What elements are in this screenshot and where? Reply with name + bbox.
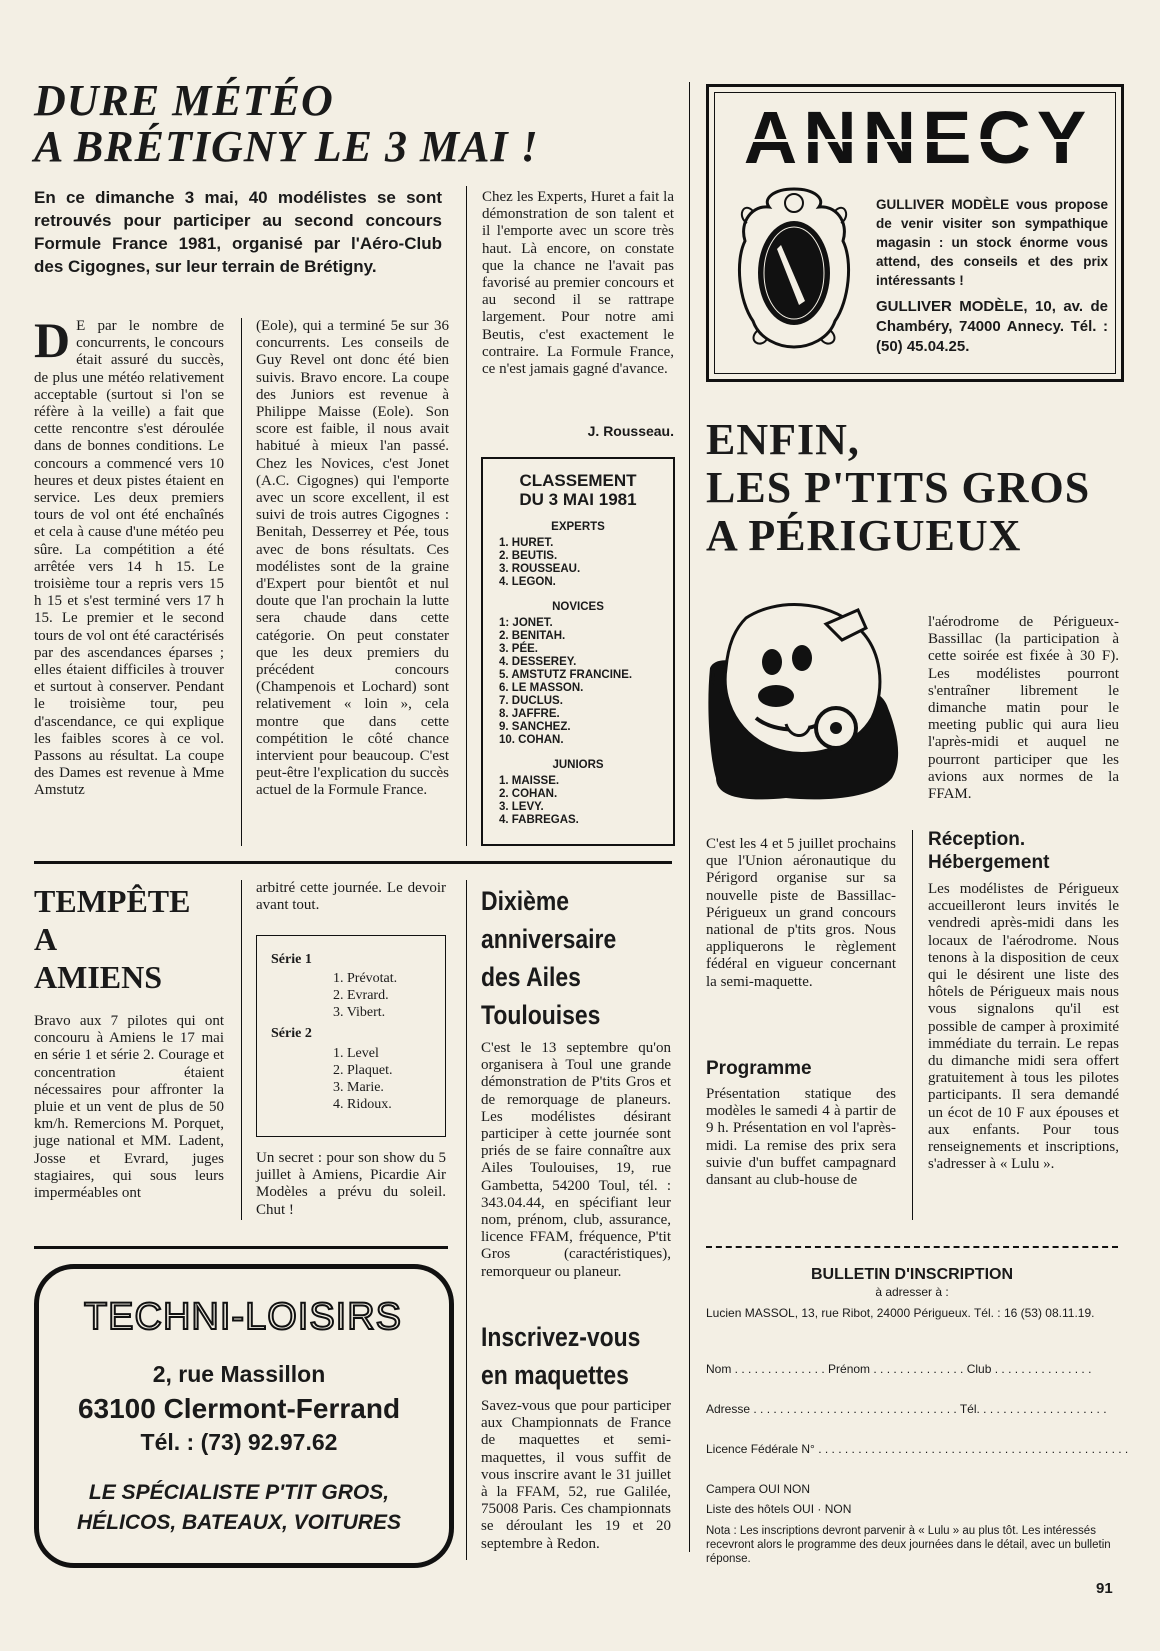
column-rule bbox=[689, 82, 690, 1552]
series-entry: 3. Vibert. bbox=[333, 1005, 386, 1020]
classement-entry: 1. MAISSE. bbox=[499, 775, 560, 787]
article3-text: Bravo aux 7 pilotes qui ont concouru à Amiens le 17 mai en série 1 et série 2. Courage et concentration étaient nécessaires pour affronter la pluie et un vent de plus de 50 km/h. Remercions M. Porquet, juge national et MM. Ladent, Josse et Evrard, juges stagiaires, qui sous leurs imperméables ont bbox=[34, 1013, 224, 1202]
serie2-list bbox=[333, 1045, 393, 1113]
classement-groups bbox=[483, 509, 673, 827]
form-line-nom[interactable]: Nom . . . . . . . . . . . . . . Prénom . . . . . . . . . . . . . . Club . . . . . . . . . . . . . . . bbox=[706, 1362, 1092, 1376]
form-line-campera[interactable]: Campera OUI NON bbox=[706, 1482, 811, 1496]
form-line-licence[interactable]: Licence Fédérale N° . . . . . . . . . . . . . . . . . . . . . . . . . . . . . . . . . . . . . . . . . . . . . . . bbox=[706, 1442, 1129, 1456]
classement-title-line1: CLASSEMENT bbox=[519, 471, 637, 490]
classement-entry: 6. LE MASSON. bbox=[499, 682, 584, 694]
series-entry: 3. Marie. bbox=[333, 1080, 384, 1095]
classement-entry: 1: JONET. bbox=[499, 617, 553, 629]
column-rule bbox=[912, 830, 913, 1220]
annecy-ad bbox=[706, 84, 1124, 382]
classement-group-title: EXPERTS bbox=[551, 521, 605, 533]
classement-entry: 2. BEUTIS. bbox=[499, 550, 558, 562]
classement-entry: 2. COHAN. bbox=[499, 788, 558, 800]
series-entry: 1. Level bbox=[333, 1046, 379, 1061]
cut-line bbox=[706, 1246, 1118, 1248]
bulletin-subtitle: à adresser à : bbox=[875, 1285, 949, 1299]
annecy-text1: GULLIVER MODÈLE vous propose de venir visiter son sympathique magasin : un stock énorme vous attend, des conseils et des prix intéressants ! bbox=[876, 197, 1108, 288]
classement-entry: 7. DUCLUS. bbox=[499, 695, 563, 707]
annecy-text2: GULLIVER MODÈLE, 10, av. de Chambéry, 74000 Annecy. Tél. : (50) 45.04.25. bbox=[876, 298, 1108, 355]
article2-title-line3: A PÉRIGUEUX bbox=[706, 511, 1022, 560]
bulletin-note: Nota : Les inscriptions devront parvenir à « Lulu » au plus tôt. Les intéressés recevront alors le programme des deux journées dans le détail, avec un bulletin réponse. bbox=[706, 1525, 1111, 1565]
article2-title-line1: ENFIN, bbox=[706, 415, 860, 464]
ornate-frame-emblem bbox=[733, 181, 855, 353]
classement-list bbox=[499, 537, 673, 589]
classement-entry: 3. LEVY. bbox=[499, 801, 544, 813]
reception-text: Les modélistes de Périgueux accueilleront leurs invités le vendredi après-midi dans les locaux de l'aérodrome. Nous tenons à la disposition de ceux qui le désirent une liste des hôtels de Périgueux mais nous vous signalons qu'il est possible de camper à proximité immédiate du terrain. Le repas du dimanche midi sera offert gratuitement à tous les pilotes participants. Il sera demandé un écot de 10 F aux épouses et aux enfants. Pour tous renseignements et inscriptions, s'adresser à « Lulu ». bbox=[928, 881, 1119, 1173]
series-entry: 4. Ridoux. bbox=[333, 1097, 392, 1112]
article1-title bbox=[34, 78, 654, 170]
article1-dropcap: D bbox=[34, 312, 71, 368]
column-rule bbox=[466, 880, 467, 1560]
series-entry: 1. Prévotat. bbox=[333, 971, 398, 986]
article4-subtitle-line1: Inscrivez-vous bbox=[481, 1322, 641, 1352]
serie1-title: Série 1 bbox=[271, 952, 312, 967]
classement-group-title: NOVICES bbox=[552, 601, 604, 613]
form-line-hotels[interactable]: Liste des hôtels OUI · NON bbox=[706, 1502, 852, 1516]
techni-tel: Tél. : (73) 92.97.62 bbox=[140, 1429, 338, 1455]
column-rule bbox=[241, 318, 242, 846]
article1-col2: (Eole), qui a terminé 5e sur 36 concurrents. Les conseils de Guy Revel ont donc été bien suivis. Bravo encore. La coupe des Juniors est revenue à Philippe Maisse (Eole). Son score est faible, il nous avait habitué à mieux l'an passé. Chez les Novices, c'est Jonet (A.C. Cigognes) qui l'emporte avec un score excellent, il est suivi de trois autres Cigognes : Benitah, Desserrey et Pée, tous avec de bons résultats. Ces modélistes sont de la graine d'Expert pour bientôt et nul doute que l'an prochain la lutte sera chaude dans cette catégorie. On peut constater que les deux premiers du précédent concours (Champenois et Lochard) sont relativement « loin », cela montre que dans cette compétition le côté chance intervient pour beaucoup. C'est peut-être l'explication du succès actuel de la Formule France. bbox=[256, 318, 449, 799]
reception-title-line1: Réception. bbox=[928, 829, 1026, 850]
article4-title-line1: Dixième bbox=[481, 886, 570, 916]
classement-list bbox=[499, 775, 673, 827]
article4-text2: Savez-vous que pour participer aux Championnats de France de maquettes et semi-maquettes, il vous suffit de vous inscrire avant le 31 juillet à la FFAM, 52, rue Galilée, 75008 Paris. Ces championnats se déroulant les 19 et 20 septembre à Redon. bbox=[481, 1398, 671, 1552]
programme-text: Présentation statique des modèles le samedi 4 à partir de 9 h. Présentation en vol l'après-midi. La remise des prix sera suivie d'un buffet campagnard dansant au club-house de bbox=[706, 1086, 896, 1189]
classement-entry: 1. HURET. bbox=[499, 537, 554, 549]
article1-col1-text: E par le nombre de concurrents, le concours était assuré du succès, de plus une météo relativement acceptable (surtout si l'on se réfère à la veille) a fait que cette rencontre s'est déroulée dans de bonnes conditions. Le concours a commencé vers 10 heures et deux pistes étaient en service. Les deux premiers tours de vol ont été enchaînés et cela à cause d'une météo peu sûre. La compétition a été arrêtée vers 14 h 15. Le troisième tour a repris vers 15 h 15 et s'est terminé vers 17 h 15. Le premier et le second tours de vol ont été caractérisés par des ascendances éparses ; elles étaient difficiles à trouver et surtout à conserver. Pendant le troisième tour, peu d'ascendance, ce qui explique les faibles scores à ce vol. Passons au résultat. La coupe des Dames est revenue à Mme Amstutz bbox=[34, 318, 224, 799]
article4-title-line4: Toulouises bbox=[481, 1000, 601, 1030]
article4-subtitle-line2: en maquettes bbox=[481, 1360, 629, 1390]
article4-subtitle bbox=[481, 1318, 677, 1394]
classement-entry: 8. JAFFRE. bbox=[499, 708, 560, 720]
article1-lead: En ce dimanche 3 mai, 40 modélistes se sont retrouvés pour participer au second concours Formule France 1981, organisé par l'Aéro-Club des Cigognes, sur leur terrain de Brétigny. bbox=[34, 188, 442, 276]
article2-intro: C'est les 4 et 5 juillet prochains que l'Union aéronautique du Périgord organise sur sa nouvelle piste de Bassillac-Périgueux un grand concours national de p'tits gros. Nous appliquerons le règlement fédéral en vigueur concernant la semi-maquette. bbox=[706, 836, 896, 990]
classement-entry: 4. LEGON. bbox=[499, 576, 556, 588]
series-entry: 2. Evrard. bbox=[333, 988, 389, 1003]
article1-col3: Chez les Experts, Huret a fait la démonstration de son talent et il l'emporte avec un score très haut. Là encore, on constate que la chance ne l'avait pas favorisé au premier concours et au second il se rattrape largement. Pour notre ami Beutis, c'est exactement le contraire. La Formule France, ce n'est jamais gagné d'avance. bbox=[482, 189, 674, 378]
article4-title bbox=[481, 882, 651, 1034]
classement-entry: 5. AMSTUTZ FRANCINE. bbox=[499, 669, 633, 681]
series-entry: 2. Plaquet. bbox=[333, 1063, 393, 1078]
article3-title-line1: TEMPÊTE bbox=[34, 883, 191, 919]
page-number: 91 bbox=[1096, 1580, 1113, 1597]
article3-text3: Un secret : pour son show du 5 juillet à Amiens, Picardie Air Modèles a prévu du soleil. Chut ! bbox=[256, 1150, 446, 1218]
cartoon-dog-plane-illustration bbox=[706, 588, 906, 812]
reception-title bbox=[928, 828, 1049, 874]
article3-text2: arbitré cette journée. Le devoir avant tout. bbox=[256, 880, 446, 914]
article2-title-line2: LES P'TITS GROS bbox=[706, 463, 1091, 512]
article2-side-text: l'aérodrome de Périgueux-Bassillac (la participation à cette soirée est fixée à 30 F). Les modélistes pourront s'entraîner librement le dimanche matin pour le meeting public qui aura lieu l'après-midi et auquel ne pourront participer que les avions aux normes de la FFAM. bbox=[928, 614, 1119, 803]
article1-signature: J. Rousseau. bbox=[587, 423, 674, 439]
article1-title-line2: A BRÉTIGNY LE 3 MAI ! bbox=[34, 122, 539, 171]
column-rule bbox=[466, 186, 467, 846]
techni-logo: TECHNI-LOISIRS bbox=[83, 1296, 403, 1338]
article4-text: C'est le 13 septembre qu'on organisera à Toul une grande démonstration de P'tits Gros et de remorquage de planeurs. Les modélistes désirant participer à cette journée sont priés de se faire connaître aux Ailes Toulouises, 19, rue Gambetta, 54200 Toul, tél. : 343.04.44, en spécifiant leur nom, prénom, club, assurance, licence FFAM, fréquence, P'tit Gros (caractéristiques), remorqueur ou planeur. bbox=[481, 1040, 671, 1280]
article3-title bbox=[34, 882, 234, 996]
article1-title-line1: DURE MÉTÉO bbox=[34, 76, 334, 125]
classement-entry: 3. PÉE. bbox=[499, 643, 538, 655]
article3-title-line2: A bbox=[34, 921, 58, 957]
bulletin-address: Lucien MASSOL, 13, rue Ribot, 24000 Périgueux. Tél. : 16 (53) 08.11.19. bbox=[706, 1306, 1095, 1320]
article4-title-line3: des Ailes bbox=[481, 962, 581, 992]
article1-col1 bbox=[34, 312, 224, 800]
classement-box bbox=[481, 457, 675, 846]
classement-entry: 3. ROUSSEAU. bbox=[499, 563, 581, 575]
form-line-adresse[interactable]: Adresse . . . . . . . . . . . . . . . . . . . . . . . . . . . . . . . Tél. . . . . . . . . . . . . . . . . . . . bbox=[706, 1402, 1107, 1416]
serie2-title: Série 2 bbox=[271, 1026, 312, 1041]
article4-title-line2: anniversaire bbox=[481, 924, 617, 954]
article3-title-line3: AMIENS bbox=[34, 959, 163, 995]
reception-title-line2: Hébergement bbox=[928, 852, 1050, 873]
classement-entry: 4. DESSEREY. bbox=[499, 656, 577, 668]
serie1-list bbox=[333, 970, 397, 1021]
classement-group-title: JUNIORS bbox=[552, 759, 604, 771]
classement-list bbox=[499, 617, 673, 747]
classement-entry: 4. FABREGAS. bbox=[499, 814, 579, 826]
techni-address: 2, rue Massillon bbox=[152, 1361, 326, 1387]
section-rule bbox=[34, 1246, 448, 1249]
classement-entry: 10. COHAN. bbox=[499, 734, 564, 746]
section-rule bbox=[34, 861, 672, 864]
annecy-logo: ANNECY bbox=[743, 96, 1093, 179]
techni-slogan1: LE SPÉCIALISTE P'TIT GROS, bbox=[88, 1481, 390, 1504]
techni-city: 63100 Clermont-Ferrand bbox=[77, 1393, 401, 1424]
classement-title-line2: DU 3 MAI 1981 bbox=[519, 490, 637, 509]
techni-slogan2: HÉLICOS, BATEAUX, VOITURES bbox=[77, 1511, 401, 1534]
classement-entry: 9. SANCHEZ. bbox=[499, 721, 571, 733]
article2-title bbox=[706, 416, 1126, 560]
classement-entry: 2. BENITAH. bbox=[499, 630, 566, 642]
techni-loisirs-ad bbox=[34, 1264, 454, 1568]
programme-title: Programme bbox=[706, 1058, 812, 1079]
bulletin-title: BULLETIN D'INSCRIPTION bbox=[810, 1266, 1014, 1283]
series-box bbox=[256, 935, 446, 1137]
column-rule bbox=[241, 880, 242, 1220]
